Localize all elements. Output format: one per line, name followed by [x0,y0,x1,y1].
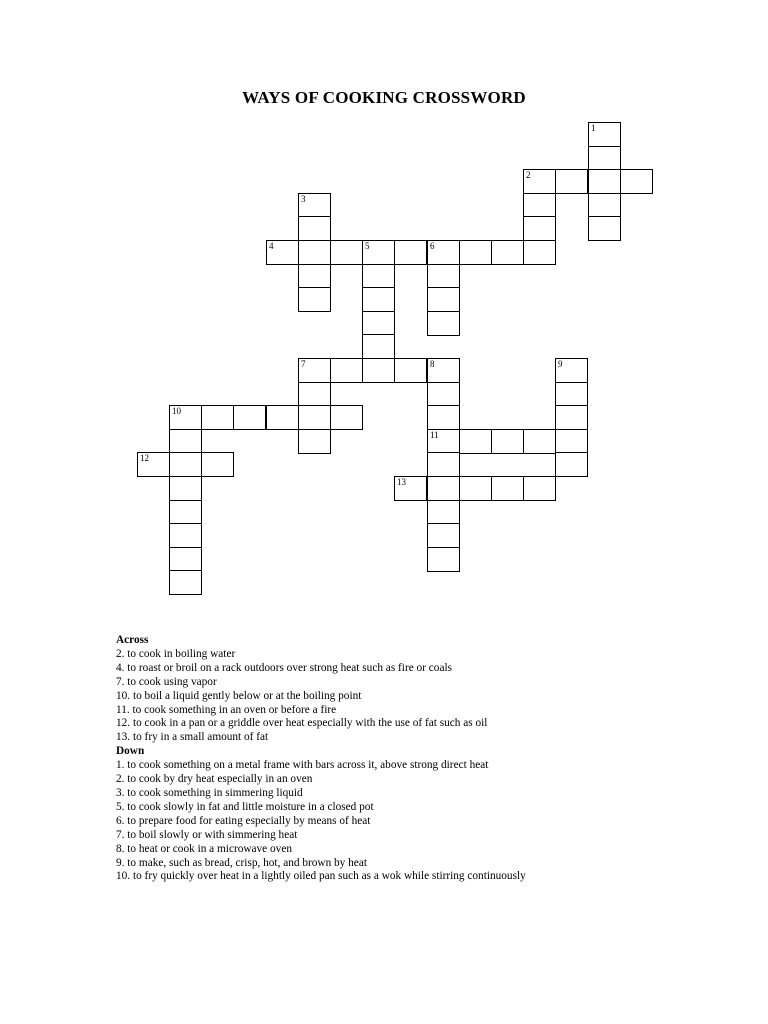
grid-cell[interactable] [523,429,556,454]
grid-cell[interactable] [620,169,653,194]
across-clue: 13. to fry in a small amount of fat [116,731,269,744]
grid-cell[interactable] [555,169,588,194]
across-clue: 2. to cook in boiling water [116,647,236,660]
grid-cell[interactable] [362,264,395,289]
page-title: WAYS OF COOKING CROSSWORD [242,88,526,107]
down-clue: 8. to heat or cook in a microwave oven [116,842,292,855]
grid-cell[interactable] [523,193,556,218]
grid-cell[interactable] [555,405,588,430]
grid-cell[interactable] [491,429,524,454]
clue-number: 13 [397,477,406,487]
grid-cell[interactable] [330,405,363,430]
grid-cell[interactable] [427,429,460,454]
grid-cell[interactable] [427,382,460,407]
grid-cell[interactable] [169,570,202,595]
grid-cell[interactable] [427,500,460,525]
down-clue: 7. to boil slowly or with simmering heat [116,828,298,841]
clue-number: 12 [140,453,149,463]
grid-cell[interactable] [555,382,588,407]
clue-number: 1 [591,123,596,133]
grid-cell[interactable] [427,452,460,477]
grid-cell[interactable] [523,169,556,194]
grid-cell[interactable] [555,429,588,454]
clues-section [116,634,736,884]
clue-number: 7 [301,359,306,369]
clue-number: 11 [430,430,439,440]
grid-cell[interactable] [394,358,427,383]
down-clue: 1. to cook something on a metal frame with bars across it, above strong direct heat [116,759,489,772]
down-clue: 10. to fry quickly over heat in a lightly oiled pan such as a wok while stirring continuously [116,870,526,883]
grid-cell[interactable] [427,358,460,383]
grid-cell[interactable] [233,405,266,430]
grid-cell[interactable] [427,476,460,501]
grid-cell[interactable] [298,216,331,241]
grid-cell[interactable] [137,452,170,477]
grid-cell[interactable] [427,405,460,430]
grid-cell[interactable] [394,476,427,501]
grid-cell[interactable] [169,476,202,501]
grid-cell[interactable] [169,405,202,430]
grid-cell[interactable] [459,476,492,501]
grid-cell[interactable] [459,429,492,454]
down-clue: 9. to make, such as bread, crisp, hot, and brown by heat [116,856,367,869]
clue-number: 9 [558,359,563,369]
clue-number: 6 [430,241,435,251]
down-clue: 6. to prepare food for eating especially by means of heat [116,814,371,827]
clue-number: 5 [365,241,370,251]
grid-cell[interactable] [298,429,331,454]
grid-cell[interactable] [362,240,395,265]
grid-cell[interactable] [394,240,427,265]
down-clue: 2. to cook by dry heat especially in an oven [116,773,313,786]
grid-cell[interactable] [298,358,331,383]
grid-cell[interactable] [362,287,395,312]
grid-cell[interactable] [427,311,460,336]
grid-cell[interactable] [427,547,460,572]
grid-cell[interactable] [459,240,492,265]
down-clue: 3. to cook something in simmering liquid [116,786,303,799]
grid-cell[interactable] [588,146,621,171]
grid-cell[interactable] [427,264,460,289]
grid-cell[interactable] [555,358,588,383]
grid-cell[interactable] [427,287,460,312]
grid-cell[interactable] [362,334,395,359]
clue-number: 8 [430,359,435,369]
grid-cell[interactable] [588,216,621,241]
grid-cell[interactable] [491,240,524,265]
grid-cell[interactable] [201,405,234,430]
grid-cell[interactable] [555,452,588,477]
down-clue: 5. to cook slowly in fat and little moisture in a closed pot [116,800,374,813]
grid-cell[interactable] [330,240,363,265]
grid-cell[interactable] [523,216,556,241]
grid-cell[interactable] [588,122,621,147]
down-heading: Down [116,745,145,758]
grid-cell[interactable] [298,405,331,430]
grid-cell[interactable] [523,476,556,501]
grid-cell[interactable] [169,547,202,572]
grid-cell[interactable] [298,193,331,218]
grid-cell[interactable] [427,523,460,548]
clue-number: 4 [269,241,274,251]
grid-cell[interactable] [330,358,363,383]
grid-cell[interactable] [298,287,331,312]
grid-cell[interactable] [201,452,234,477]
grid-cell[interactable] [266,240,299,265]
clue-number: 2 [526,170,531,180]
across-clue: 12. to cook in a pan or a griddle over heat especially with the use of fat such as oil [116,717,488,730]
across-clue: 11. to cook something in an oven or before a fire [116,703,337,716]
grid-cell[interactable] [298,382,331,407]
grid-cell[interactable] [362,311,395,336]
across-clue-list [116,648,736,745]
across-clue: 7. to cook using vapor [116,675,217,688]
grid-cell[interactable] [169,452,202,477]
down-clue-list [116,759,736,884]
grid-cell[interactable] [266,405,299,430]
across-clue: 4. to roast or broil on a rack outdoors over strong heat such as fire or coals [116,661,452,674]
grid-cell[interactable] [588,169,621,194]
clue-number: 10 [172,406,181,416]
grid-cell[interactable] [298,264,331,289]
grid-cell[interactable] [298,240,331,265]
across-clue: 10. to boil a liquid gently below or at the boiling point [116,689,362,702]
grid-cell[interactable] [169,523,202,548]
grid-cell[interactable] [523,240,556,265]
across-heading: Across [116,634,149,646]
grid-cell[interactable] [169,429,202,454]
grid-cell[interactable] [169,500,202,525]
grid-cell[interactable] [427,240,460,265]
grid-cell[interactable] [588,193,621,218]
grid-cell[interactable] [491,476,524,501]
grid-cell[interactable] [362,358,395,383]
clue-number: 3 [301,194,306,204]
